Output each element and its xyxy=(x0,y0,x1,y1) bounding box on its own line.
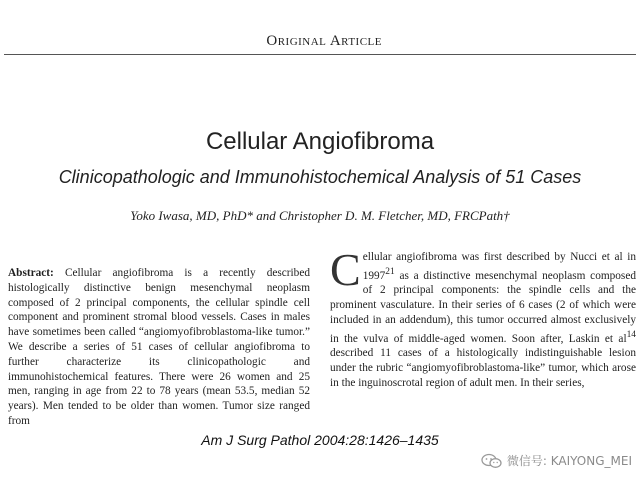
abstract-column xyxy=(8,266,310,429)
intro-text-3: described 11 cases of a histologically indistinguishable lesion under the rubric “angiomyofibroblastoma-like” tumor, which arose in the inguinoscrotal region of adult men. In their series, xyxy=(330,347,636,389)
intro-text-2: as a distinctive mesenchymal neoplasm composed of 2 principal components: the spindle cells and the prominent vasculature. In their series of 6 cases (2 of which were included in an addendum), this tumor occurred almost exclusively in the vulva of middle-aged women. Soon after, Laskin et al xyxy=(330,269,636,345)
abstract-text: Cellular angiofibroma is a recently described histologically distinctive benign mesenchymal neoplasm composed of 2 principal components, the cellular spindle cell component and prominent stromal blood vessels. Cases in males have sometimes been called “angiomyofibroblastoma-like tumor.” We describe a series of 51 cases of cellular angiofibroma to further characterize its clinicopathologic and immunohistochemical features. There were 26 women and 25 men, ranging in age from 22 to 78 years (mean 53.5, median 52 years). Men tended to be older than women. Tumor size ranged from xyxy=(8,267,310,427)
wechat-watermark xyxy=(481,452,632,469)
drop-cap: C xyxy=(330,244,361,295)
journal-citation: Am J Surg Pathol 2004:28:1426–1435 xyxy=(201,432,439,448)
header-rule xyxy=(4,54,636,55)
author-list: Yoko Iwasa, MD, PhD* and Christopher D. M. Fletcher, MD, FRCPath† xyxy=(130,208,510,223)
wechat-icon xyxy=(481,453,503,469)
introduction-column xyxy=(330,244,636,391)
intro-text-1: ellular angiofibroma was first described by Nucci et al in 1997 xyxy=(362,251,636,282)
article-subtitle: Clinicopathologic and Immunohistochemical Analysis of 51 Cases xyxy=(58,167,582,187)
watermark-text: 微信号: KAIYONG_MEI xyxy=(506,454,632,468)
reference-14[interactable]: 14 xyxy=(626,329,636,340)
section-label: Original Article xyxy=(266,33,382,49)
abstract-label: Abstract: xyxy=(8,267,54,279)
article-title: Cellular Angiofibroma xyxy=(205,128,435,155)
reference-21[interactable]: 21 xyxy=(385,266,395,277)
